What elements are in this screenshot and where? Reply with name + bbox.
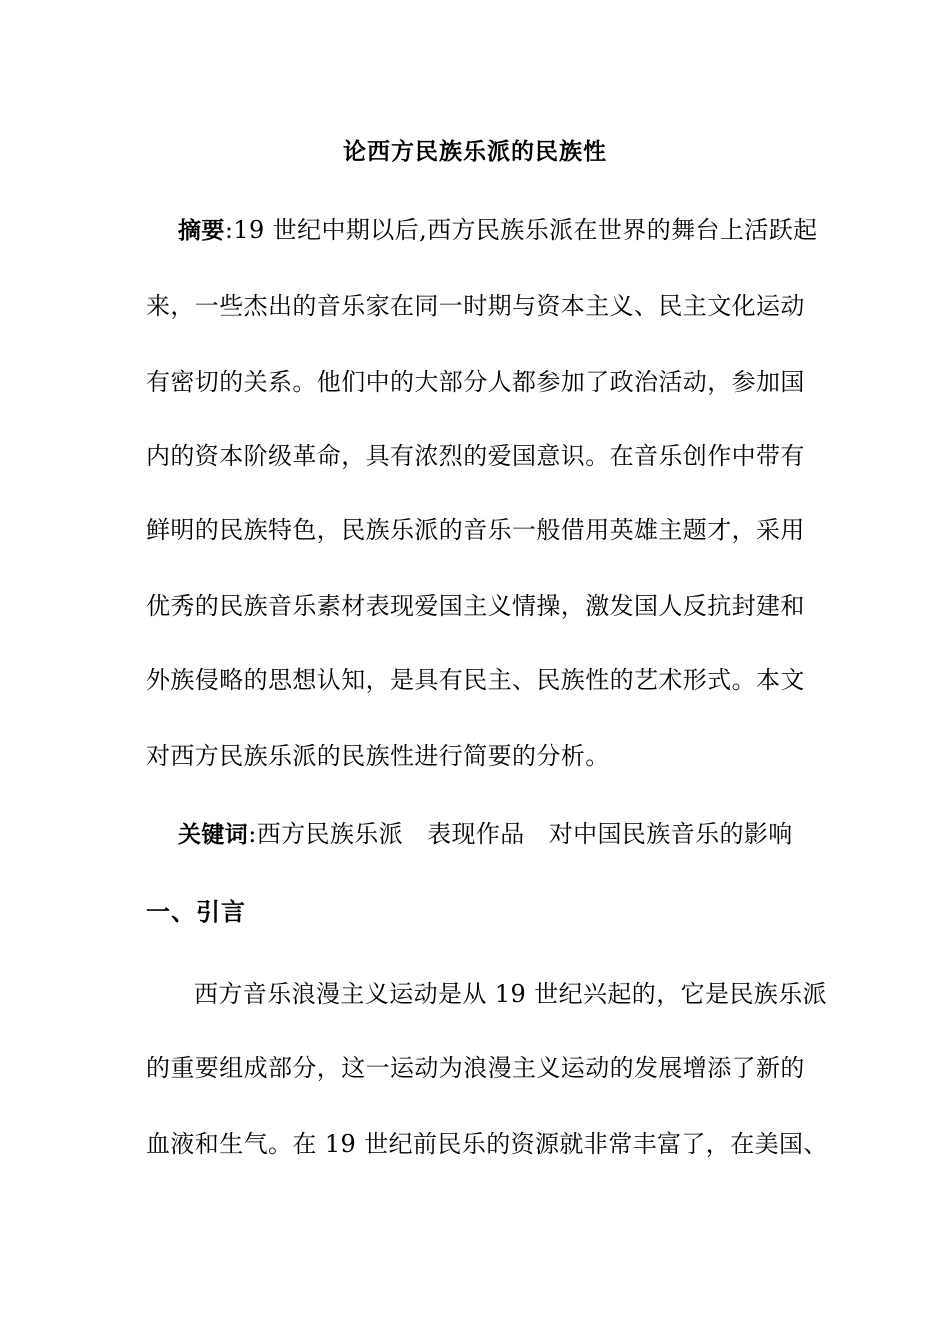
abstract-line: 来，一些杰出的音乐家在同一时期与资本主义、民主文化运动 xyxy=(146,292,805,320)
abstract-label: 摘要 xyxy=(178,218,225,244)
body-line: 的重要组成部分，这一运动为浪漫主义运动的发展增添了新的 xyxy=(146,1054,805,1082)
abstract-line: 外族侵略的思想认知，是具有民主、民族性的艺术形式。本文 xyxy=(146,666,805,694)
keyword-item: 表现作品 xyxy=(427,820,525,848)
body-line: 西方音乐浪漫主义运动是从 19 世纪兴起的，它是民族乐派 xyxy=(194,980,827,1008)
abstract-line: 鲜明的民族特色，民族乐派的音乐一般借用英雄主题才，采用 xyxy=(146,516,805,544)
abstract-line: 内的资本阶级革命，具有浓烈的爱国意识。在音乐创作中带有 xyxy=(146,442,805,470)
document-title: 论西方民族乐派的民族性 xyxy=(343,139,607,165)
section-heading: 一、引言 xyxy=(146,898,246,926)
abstract-line: 有密切的关系。他们中的大部分人都参加了政治活动，参加国 xyxy=(146,368,805,396)
abstract-text-first: :19 世纪中期以后,西方民族乐派在世界的舞台上活跃起 xyxy=(224,216,818,244)
keywords-line xyxy=(178,818,838,851)
abstract-line: 对西方民族乐派的民族性进行简要的分析。 xyxy=(146,742,610,770)
keyword-item: 对中国民族音乐的影响 xyxy=(548,820,793,848)
body-line: 血液和生气。在 19 世纪前民乐的资源就非常丰富了，在美国、 xyxy=(146,1130,828,1158)
keywords-label: 关键词 xyxy=(178,822,249,848)
abstract-first-line xyxy=(178,214,838,247)
keyword-item: :西方民族乐派 xyxy=(248,820,404,848)
abstract-line: 优秀的民族音乐素材表现爱国主义情操，激发国人反抗封建和 xyxy=(146,592,805,620)
